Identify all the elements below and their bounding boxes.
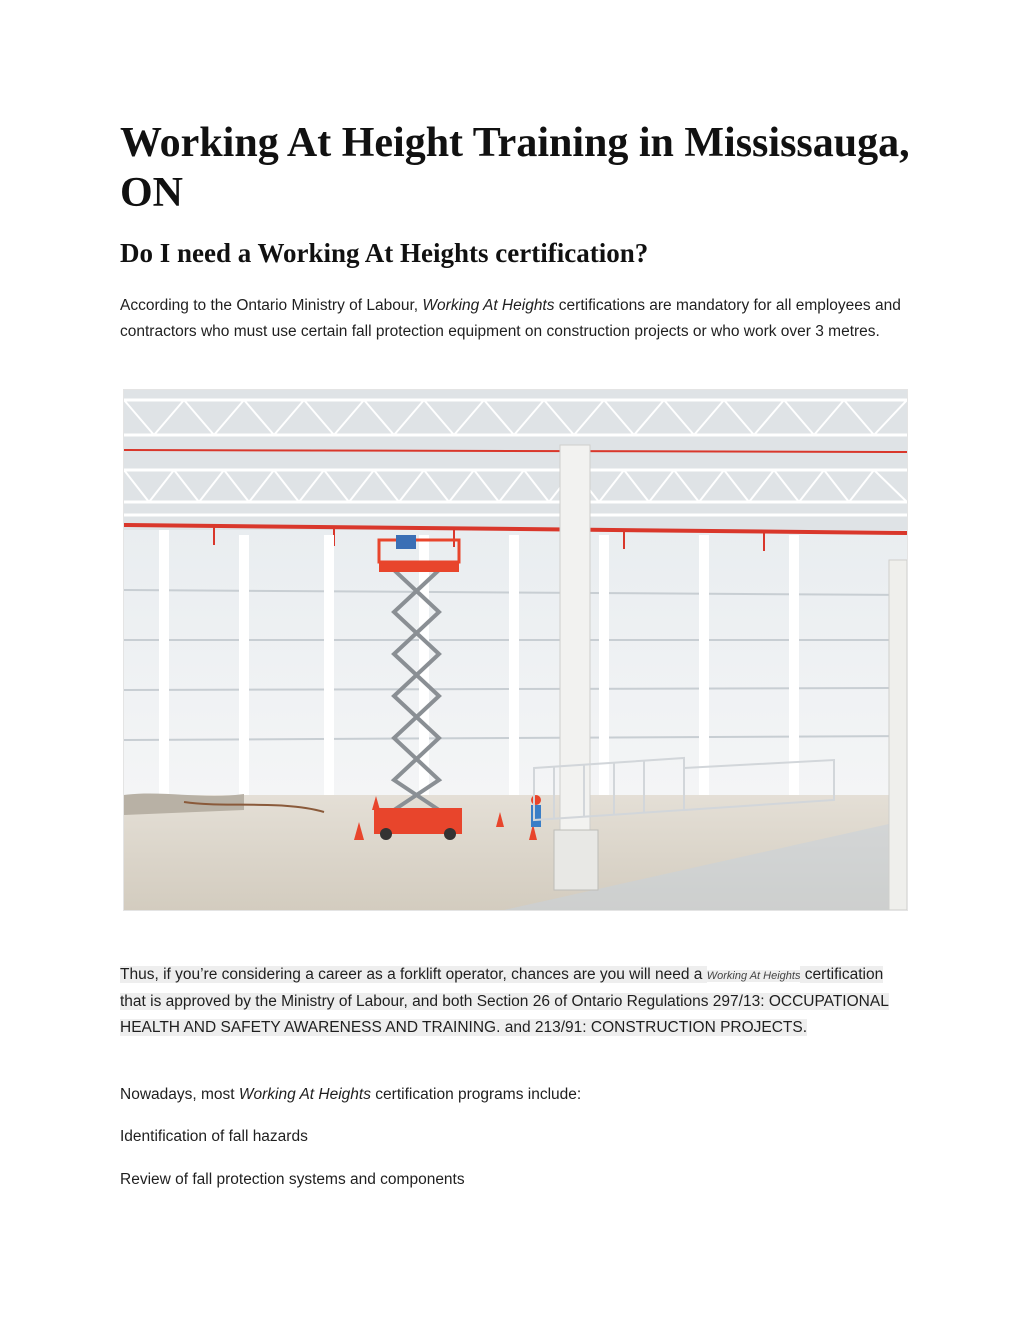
page-title: Working At Height Training in Mississauga, ON bbox=[120, 120, 910, 216]
list-item: Review of fall protection systems and components bbox=[120, 1171, 465, 1188]
career-text-after: certification that is approved by the Ministry of Labour, and both Section 26 of Ontario Regulations 297/13: OCCUPATIONAL HEALTH AND SAFETY AWARENESS AND TRAINING. and 213/91: CONSTRUCTION PROJECTS. bbox=[120, 966, 889, 1036]
intro-text-after: certifications are mandatory for all employees and contractors who must use certain fall protection equipment on construction projects or who work over 3 metres. bbox=[120, 297, 901, 340]
intro-text-before: According to the Ontario Ministry of Labour, bbox=[120, 297, 423, 314]
section-heading: Do I need a Working At Heights certification? bbox=[120, 238, 649, 268]
programs-text-before: Nowadays, most bbox=[120, 1086, 239, 1103]
programs-paragraph bbox=[120, 1082, 910, 1108]
intro-paragraph bbox=[120, 293, 910, 345]
programs-text-after: certification programs include: bbox=[370, 1086, 582, 1103]
career-text-before: Thus, if you’re considering a career as a forklift operator, chances are you will need a bbox=[120, 966, 707, 983]
warehouse-scissor-lift-photo bbox=[123, 389, 908, 911]
career-paragraph bbox=[120, 962, 910, 1041]
list-item: Identification of fall hazards bbox=[120, 1128, 308, 1145]
programs-emphasis: Working At Heights bbox=[238, 1086, 371, 1103]
career-emphasis: Working At Heights bbox=[706, 970, 801, 982]
intro-emphasis: Working At Heights bbox=[422, 297, 555, 314]
